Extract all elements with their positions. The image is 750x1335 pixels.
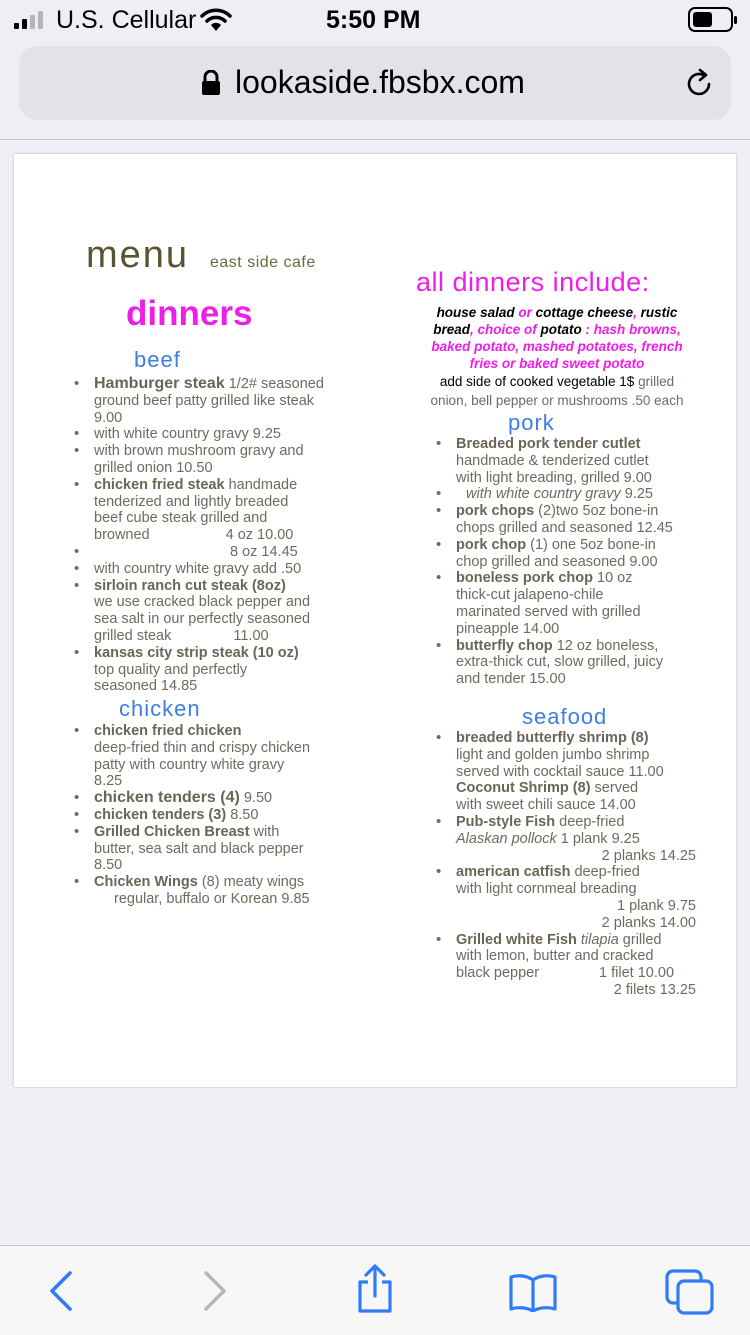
list-item: • chicken tenders (3) 8.50 xyxy=(94,807,354,824)
list-item: • Grilled white Fish tilapia grilled with lemon, butter and cracked black pepper 1 filet 10.00 2 filets 13.25 xyxy=(456,932,696,999)
list-item: • breaded butterfly shrimp (8) light and golden jumbo shrimp served with cocktail sauce 11.00 Coconut Shrimp (8) served with sweet chili sauce 14.00 xyxy=(456,730,696,814)
cafe-name: east side cafe xyxy=(210,254,316,271)
list-item: • boneless pork chop 10 oz thick-cut jalapeno-chile marinated served with grilled pineapple 14.00 xyxy=(456,570,706,637)
list-item: • Hamburger steak 1/2# seasoned ground beef patty grilled like steak 9.00 xyxy=(94,376,354,426)
chicken-list xyxy=(94,723,354,908)
list-item: • 8 oz 14.45 xyxy=(94,544,354,561)
share-icon[interactable] xyxy=(354,1264,396,1314)
back-icon[interactable] xyxy=(46,1270,76,1312)
list-item: • with brown mushroom gravy and grilled onion 10.50 xyxy=(94,443,354,477)
list-item: • sirloin ranch cut steak (8oz) we use cracked black pepper and sea salt in our perfectly seasoned grilled steak 11.00 xyxy=(94,578,354,645)
menu-title: menu xyxy=(86,234,190,276)
list-item: • pork chops (2)two 5oz bone-in chops grilled and seasoned 12.45 xyxy=(456,503,706,537)
list-item: • chicken fried chicken deep-fried thin and crispy chicken patty with country white gravy 8.25 xyxy=(94,723,354,790)
list-item: • with white country gravy 9.25 xyxy=(456,486,706,503)
wifi-icon xyxy=(200,8,232,32)
beef-list xyxy=(94,376,354,695)
list-item: • with country white gravy add .50 xyxy=(94,561,354,578)
list-item: • kansas city strip steak (10 oz) top quality and perfectly seasoned 14.85 xyxy=(94,645,354,695)
side-options: add side of cooked vegetable 1$ grilled onion, bell pepper or mushrooms .50 each xyxy=(430,374,684,408)
chicken-heading: chicken xyxy=(119,696,201,721)
menu-image xyxy=(14,154,736,1087)
bookmarks-icon[interactable] xyxy=(508,1272,558,1312)
bottom-toolbar xyxy=(0,1245,750,1335)
address-bar[interactable] xyxy=(19,46,731,120)
reload-icon[interactable] xyxy=(683,68,715,100)
forward-icon[interactable] xyxy=(200,1270,230,1312)
url-text[interactable]: lookaside.fbsbx.com xyxy=(235,64,525,100)
list-item: • american catfish deep-fried with light cornmeal breading 1 plank 9.75 2 planks 14.00 xyxy=(456,864,696,931)
list-item: • Grilled Chicken Breast with butter, sea salt and black pepper 8.50 xyxy=(94,824,354,874)
list-item: • Pub-style Fish deep-fried Alaskan pollock 1 plank 9.25 2 planks 14.25 xyxy=(456,814,696,864)
clock-time: 5:50 PM xyxy=(326,6,421,34)
list-item: • Chicken Wings (8) meaty wings regular, buffalo or Korean 9.85 xyxy=(94,874,354,908)
pork-list xyxy=(456,436,706,688)
dinners-heading: dinners xyxy=(126,294,253,333)
carrier-name: U.S. Cellular xyxy=(56,6,197,34)
includes-heading: all dinners include: xyxy=(416,267,650,297)
includes-text: house salad or cottage cheese, rustic bread, choice of potato : hash browns, baked potato, mashed potatoes, french fries or baked sweet potato xyxy=(431,305,683,371)
seafood-list xyxy=(456,730,696,999)
pork-heading: pork xyxy=(508,410,555,435)
beef-heading: beef xyxy=(134,347,181,372)
header-divider xyxy=(0,139,750,140)
list-item: • chicken fried steak handmade tenderized and lightly breaded beef cube steak grilled and browned 4 oz 10.00 xyxy=(94,477,354,544)
list-item: • pork chop (1) one 5oz bone-in chop grilled and seasoned 9.00 xyxy=(456,537,706,571)
battery-icon xyxy=(688,7,738,32)
list-item: • Breaded pork tender cutlet handmade & tenderized cutlet with light breading, grilled 9.00 xyxy=(456,436,706,486)
cellular-signal-icon xyxy=(14,11,48,29)
list-item: • with white country gravy 9.25 xyxy=(94,426,354,443)
tabs-icon[interactable] xyxy=(664,1268,716,1316)
seafood-heading: seafood xyxy=(522,704,608,729)
status-bar xyxy=(0,0,750,40)
lock-icon xyxy=(201,70,221,96)
list-item: • chicken tenders (4) 9.50 xyxy=(94,790,354,807)
list-item: • butterfly chop 12 oz boneless, extra-thick cut, slow grilled, juicy and tender 15.00 xyxy=(456,638,706,688)
